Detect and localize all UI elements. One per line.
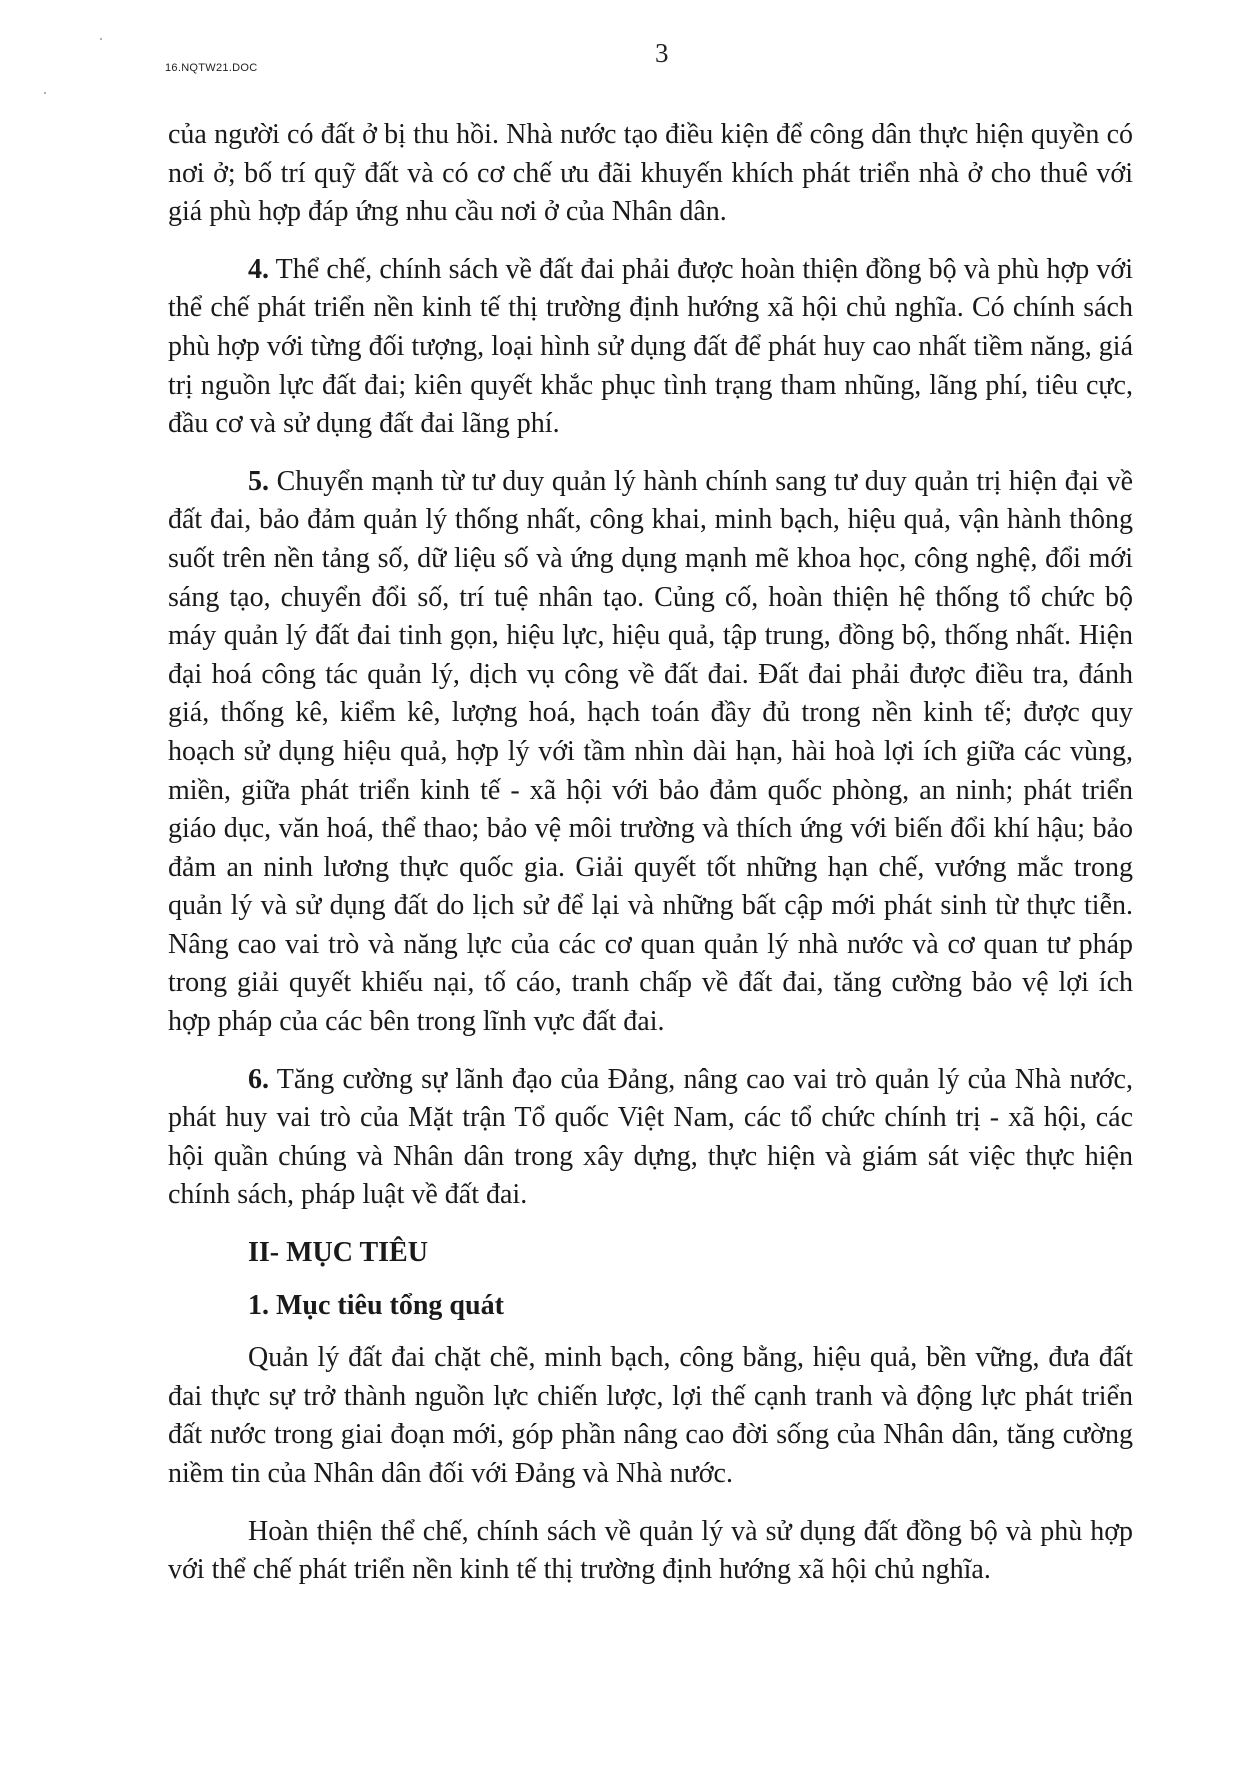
scan-speck	[100, 38, 102, 40]
paragraph-continuation: của người có đất ở bị thu hồi. Nhà nước tạo điều kiện để công dân thực hiện quyền có nơi ở; bố trí quỹ đất và có cơ chế ưu đãi khuyến khích phát triển nhà ở cho thuê với giá phù hợp đáp ứng nhu cầu nơi ở của Nhân dân.	[168, 119, 1133, 228]
paragraph-point-6	[168, 1061, 1133, 1215]
paragraph-institution: Hoàn thiện thể chế, chính sách về quản lý và sử dụng đất đồng bộ và phù hợp với thể chế phát triển nền kinh tế thị trường định hướng xã hội chủ nghĩa.	[168, 1515, 1133, 1586]
scan-speck	[44, 92, 46, 94]
paragraph-text: Chuyển mạnh từ tư duy quản lý hành chính sang tư duy quản trị hiện đại về đất đai, bảo đảm quản lý thống nhất, công khai, minh bạch, hiệu quả, vận hành thông suốt trên nền tảng số, dữ liệu số và ứng dụng mạnh mẽ khoa học, công nghệ, đổi mới sáng tạo, chuyển đổi số, trí tuệ nhân tạo. Củng cố, hoàn thiện hệ thống tổ chức bộ máy quản lý đất đai tinh gọn, hiệu lực, hiệu quả, tập trung, đồng bộ, thống nhất. Hiện đại hoá công tác quản lý, dịch vụ công về đất đai. Đất đai phải được điều tra, đánh giá, thống kê, kiểm kê, lượng hoá, hạch toán đầy đủ trong nền kinh tế; được quy hoạch sử dụng hiệu quả, hợp lý với tầm nhìn dài hạn, hài hoà lợi ích giữa các vùng, miền, giữa phát triển kinh tế - xã hội với bảo đảm quốc phòng, an ninh; phát triển giáo dục, văn hoá, thể thao; bảo vệ môi trường và thích ứng với biến đổi khí hậu; bảo đảm an ninh lương thực quốc gia. Giải quyết tốt những hạn chế, vướng mắc trong quản lý và sử dụng đất do lịch sử để lại và những bất cập mới phát sinh từ thực tiễn. Nâng cao vai trò và năng lực của các cơ quan quản lý nhà nước và cơ quan tư pháp trong giải quyết khiếu nại, tố cáo, tranh chấp về đất đai, tăng cường bảo vệ lợi ích hợp pháp của các bên trong lĩnh vực đất đai.	[168, 465, 1133, 1038]
point-number: 5.	[248, 465, 269, 497]
paragraph-general-goal: Quản lý đất đai chặt chẽ, minh bạch, công bằng, hiệu quả, bền vững, đưa đất đai thực sự trở thành nguồn lực chiến lược, lợi thế cạnh tranh và động lực phát triển đất nước trong giai đoạn mới, góp phần nâng cao đời sống của Nhân dân, tăng cường niềm tin của Nhân dân đối với Đảng và Nhà nước.	[168, 1342, 1133, 1489]
point-number: 4.	[248, 253, 269, 285]
paragraph-point-4	[168, 251, 1133, 444]
page-number: 3	[655, 38, 669, 68]
point-number: 6.	[248, 1063, 269, 1095]
paragraph-text: Thể chế, chính sách về đất đai phải được hoàn thiện đồng bộ và phù hợp với thể chế phát triển nền kinh tế thị trường định hướng xã hội chủ nghĩa. Có chính sách phù hợp với từng đối tượng, loại hình sử dụng đất để phát huy cao nhất tiềm năng, giá trị nguồn lực đất đai; kiên quyết khắc phục tình trạng tham nhũng, lãng phí, tiêu cực, đầu cơ và sử dụng đất đai lãng phí.	[168, 253, 1133, 440]
document-body	[168, 116, 1133, 1590]
paragraph-text: Tăng cường sự lãnh đạo của Đảng, nâng cao vai trò quản lý của Nhà nước, phát huy vai trò của Mặt trận Tổ quốc Việt Nam, các tổ chức chính trị - xã hội, các hội quần chúng và Nhân dân trong xây dựng, thực hiện và giám sát việc thực hiện chính sách, pháp luật về đất đai.	[168, 1063, 1133, 1211]
section-heading: II- MỤC TIÊU	[248, 1237, 428, 1269]
file-code: 16.NQTW21.DOC	[165, 62, 258, 74]
subsection-heading: 1. Mục tiêu tổng quát	[248, 1289, 504, 1321]
paragraph-point-5	[168, 463, 1133, 1042]
